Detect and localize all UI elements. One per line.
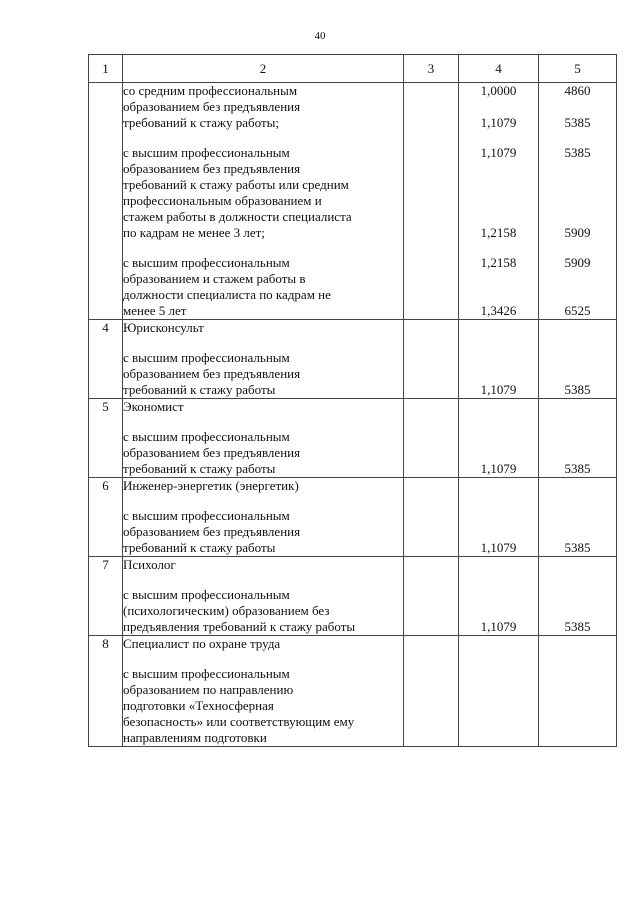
qualification-line: стажем работы в должности специалиста xyxy=(123,209,352,224)
salary-value xyxy=(539,177,616,193)
description-cell xyxy=(123,399,404,478)
coefficient-stack xyxy=(459,557,538,635)
salary-spacer xyxy=(539,399,616,461)
qualification-line: с высшим профессиональным xyxy=(123,429,290,444)
coefficient-value: 1,1079 xyxy=(480,382,517,397)
qualification-line: требований к стажу работы xyxy=(123,540,276,555)
salary-value: 5385 xyxy=(564,461,591,476)
qualification-line: направлениям подготовки xyxy=(123,730,267,745)
coefficient-stack xyxy=(459,478,538,556)
qualification-line: должности специалиста по кадрам не xyxy=(123,287,331,302)
coefficient-value: 1,3426 xyxy=(480,303,517,318)
salary-stack xyxy=(539,399,616,477)
qualification-line: требований к стажу работы; xyxy=(123,115,279,130)
qualification-line: с высшим профессиональным xyxy=(123,666,290,681)
salary-spacer xyxy=(539,478,616,540)
coefficient-cell xyxy=(459,320,539,399)
qualification-line: образованием по направлению xyxy=(123,682,294,697)
coefficient-value xyxy=(459,99,538,115)
qualification-paragraph xyxy=(123,255,403,319)
salary-stack xyxy=(539,83,616,319)
salary-value: 5909 xyxy=(564,255,591,270)
qualification-line: с высшим профессиональным xyxy=(123,587,290,602)
table-row xyxy=(89,320,617,399)
salary-value xyxy=(539,161,616,177)
salary-value xyxy=(539,287,616,303)
table-row xyxy=(89,478,617,557)
qualification-line: подготовки «Техносферная xyxy=(123,698,274,713)
qualification-line: по кадрам не менее 3 лет; xyxy=(123,225,265,240)
qualification-line: требований к стажу работы xyxy=(123,382,276,397)
position-title: Психолог xyxy=(123,557,176,572)
salary-spacer xyxy=(539,636,616,730)
salary-value: 5385 xyxy=(564,619,591,634)
salary-value: 5909 xyxy=(564,225,591,240)
page-number: 40 xyxy=(314,30,326,42)
coefficient-value: 1,2158 xyxy=(480,225,517,240)
row-number-cell xyxy=(89,83,123,320)
qualification-line: менее 5 лет xyxy=(123,303,187,318)
salary-spacer xyxy=(539,557,616,619)
description-stack xyxy=(123,557,403,635)
coefficient-spacer xyxy=(459,320,538,382)
coefficient-value: 1,1079 xyxy=(480,540,517,555)
description-cell xyxy=(123,557,404,636)
salary-value xyxy=(539,209,616,225)
salary-cell xyxy=(539,636,617,747)
position-title: Экономист xyxy=(123,399,184,414)
salary-value: 4860 xyxy=(564,83,591,98)
qualification-line: профессиональным образованием и xyxy=(123,193,322,208)
description-cell xyxy=(123,636,404,747)
coefficient-value xyxy=(459,730,538,746)
salary-table xyxy=(88,54,617,747)
header-col-5: 5 xyxy=(539,55,617,83)
salary-cell xyxy=(539,399,617,478)
row-number: 7 xyxy=(89,557,123,636)
qualification-paragraph xyxy=(123,145,403,241)
qualification-line: образованием без предъявления xyxy=(123,161,301,176)
qualification-line: образованием без предъявления xyxy=(123,99,301,114)
salary-value: 5385 xyxy=(564,540,591,555)
salary-spacer xyxy=(539,320,616,382)
salary-cell xyxy=(539,557,617,636)
qualification-line: требований к стажу работы или средним xyxy=(123,177,349,192)
coefficient-group xyxy=(459,255,538,319)
qualification-line: с высшим профессиональным xyxy=(123,255,290,270)
header-col-3: 3 xyxy=(404,55,459,83)
coefficient-group xyxy=(459,83,538,131)
table-row-continuation xyxy=(89,83,617,320)
qualification-line: (психологическим) образованием без xyxy=(123,603,330,618)
coefficient-spacer xyxy=(459,478,538,540)
salary-value xyxy=(539,271,616,287)
coefficient-spacer xyxy=(459,557,538,619)
coefficient-value: 1,1079 xyxy=(480,115,517,130)
coefficient-cell xyxy=(459,557,539,636)
col3-cell xyxy=(404,399,459,478)
coefficient-value xyxy=(459,271,538,287)
col3-cell xyxy=(404,478,459,557)
header-col-2: 2 xyxy=(123,55,404,83)
description-cell xyxy=(123,83,404,320)
qualification-line: безопасность» или соответствующим ему xyxy=(123,714,355,729)
coefficient-stack xyxy=(459,83,538,319)
table-header-row xyxy=(89,55,617,83)
coefficient-group xyxy=(459,145,538,241)
qualification-line: с высшим профессиональным xyxy=(123,145,290,160)
coefficient-value xyxy=(459,287,538,303)
qualification-paragraph xyxy=(123,83,403,131)
coefficient-cell xyxy=(459,399,539,478)
coefficient-stack xyxy=(459,399,538,477)
coefficient-value: 1,1079 xyxy=(480,145,517,160)
description-stack xyxy=(123,399,403,477)
qualification-line: требований к стажу работы xyxy=(123,461,276,476)
coefficient-value: 1,2158 xyxy=(480,255,517,270)
position-title: Инженер-энергетик (энергетик) xyxy=(123,478,299,493)
qualification-line: предъявления требований к стажу работы xyxy=(123,619,356,634)
col3-cell xyxy=(404,636,459,747)
coefficient-value: 1,1079 xyxy=(480,461,517,476)
qualification-line: образованием и стажем работы в xyxy=(123,271,306,286)
qualification-line: образованием без предъявления xyxy=(123,366,301,381)
header-col-1: 1 xyxy=(89,55,123,83)
coefficient-value: 1,1079 xyxy=(480,619,517,634)
salary-value xyxy=(539,99,616,115)
row-number: 8 xyxy=(89,636,123,747)
salary-group xyxy=(539,83,616,131)
qualification-line: с высшим профессиональным xyxy=(123,508,290,523)
salary-stack xyxy=(539,320,616,398)
salary-stack xyxy=(539,636,616,746)
salary-value: 5385 xyxy=(564,115,591,130)
salary-value xyxy=(539,193,616,209)
position-title: Специалист по охране труда xyxy=(123,636,281,651)
coefficient-cell xyxy=(459,636,539,747)
qualification-line: с высшим профессиональным xyxy=(123,350,290,365)
table-row xyxy=(89,636,617,747)
table-row xyxy=(89,557,617,636)
qualification-line: со средним профессиональным xyxy=(123,83,298,98)
salary-cell xyxy=(539,83,617,320)
salary-cell xyxy=(539,320,617,399)
coefficient-value xyxy=(459,209,538,225)
coefficient-value xyxy=(459,193,538,209)
coefficient-cell xyxy=(459,83,539,320)
coefficient-spacer xyxy=(459,636,538,730)
description-stack xyxy=(123,478,403,556)
salary-value: 5385 xyxy=(564,382,591,397)
row-number: 6 xyxy=(89,478,123,557)
coefficient-value xyxy=(459,161,538,177)
coefficient-stack xyxy=(459,636,538,746)
col3-cell xyxy=(404,83,459,320)
salary-value: 6525 xyxy=(564,303,591,318)
col3-cell xyxy=(404,557,459,636)
description-cell xyxy=(123,478,404,557)
description-stack xyxy=(123,636,403,746)
salary-stack xyxy=(539,557,616,635)
coefficient-cell xyxy=(459,478,539,557)
position-title: Юрисконсульт xyxy=(123,320,204,335)
qualification-line: образованием без предъявления xyxy=(123,445,301,460)
header-col-4: 4 xyxy=(459,55,539,83)
description-stack xyxy=(123,83,403,319)
description-stack xyxy=(123,320,403,398)
coefficient-value xyxy=(459,177,538,193)
coefficient-stack xyxy=(459,320,538,398)
table-row xyxy=(89,399,617,478)
description-cell xyxy=(123,320,404,399)
col3-cell xyxy=(404,320,459,399)
row-number: 4 xyxy=(89,320,123,399)
salary-group xyxy=(539,255,616,319)
coefficient-value: 1,0000 xyxy=(480,83,517,98)
salary-value xyxy=(539,730,616,746)
row-number: 5 xyxy=(89,399,123,478)
salary-cell xyxy=(539,478,617,557)
salary-value: 5385 xyxy=(564,145,591,160)
salary-group xyxy=(539,145,616,241)
coefficient-spacer xyxy=(459,399,538,461)
salary-stack xyxy=(539,478,616,556)
qualification-line: образованием без предъявления xyxy=(123,524,301,539)
